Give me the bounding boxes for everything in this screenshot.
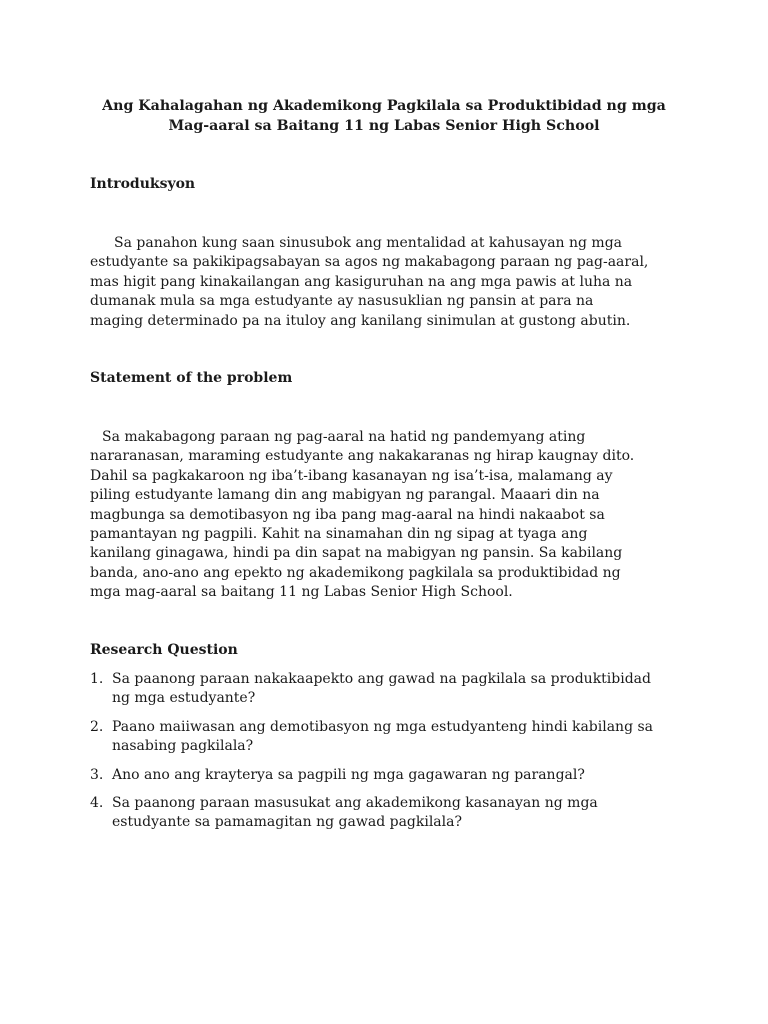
paragraph-line: Sa makabagong paraan ng pag-aaral na hatid ng pandemyang ating <box>102 429 586 445</box>
list-item-number: 2. <box>90 718 104 735</box>
paragraph-line: banda, ano-ano ang epekto ng akademikong pagkilala sa produktibidad ng <box>90 564 621 581</box>
title-line: Mag-aaral sa Baitang 11 ng Labas Senior High School <box>168 118 600 134</box>
document-title <box>60 96 708 136</box>
introduksyon-paragraph <box>90 234 648 331</box>
list-item <box>90 718 690 757</box>
list-item <box>90 766 690 785</box>
paragraph-line: maging determinado pa na ituloy ang kanilang sinimulan at gustong abutin. <box>90 312 631 329</box>
paragraph-line: Sa panahon kung saan sinusubok ang mentalidad at kahusayan ng mga <box>114 235 623 251</box>
list-item-number: 4. <box>90 795 104 812</box>
paragraph-line: magbunga sa demotibasyon ng iba pang mag-aaral na hindi nakaabot sa <box>90 506 605 523</box>
question-line: ng mga estudyante? <box>112 690 256 707</box>
title-line: Ang Kahalagahan ng Akademikong Pagkilala sa Produktibidad ng mga <box>102 98 666 114</box>
question-line: Sa paanong paraan nakakaapekto ang gawad na pagkilala sa produktibidad <box>112 671 651 687</box>
research-question-list <box>90 670 690 842</box>
paragraph-line: piling estudyante lamang din ang mabigyan ng parangal. Maaari din na <box>90 487 600 504</box>
paragraph-line: mas higit pang kinakailangan ang kasiguruhan na ang mga pawis at luha na <box>90 273 633 290</box>
list-item <box>90 670 690 709</box>
paragraph-line: estudyante sa pakikipagsabayan sa agos ng makabagong paraan ng pag-aaral, <box>90 254 649 271</box>
paragraph-line: pamantayan ng pagpili. Kahit na sinamahan din ng sipag at tyaga ang <box>90 526 588 543</box>
list-item <box>90 794 690 833</box>
paragraph-line: kanilang ginagawa, hindi pa din sapat na mabigyan ng pansin. Sa kabilang <box>90 545 623 562</box>
list-item-number: 1. <box>90 671 104 687</box>
statement-heading: Statement of the problem <box>90 370 293 386</box>
research-question-heading: Research Question <box>90 642 238 658</box>
list-item-number: 3. <box>90 766 104 783</box>
statement-paragraph <box>90 428 634 603</box>
paragraph-line: Dahil sa pagkakaroon ng iba’t-ibang kasanayan ng isa’t-isa, malamang ay <box>90 467 613 484</box>
question-line: Ano ano ang krayterya sa pagpili ng mga gagawaran ng parangal? <box>112 766 585 783</box>
question-line: estudyante sa pamamagitan ng gawad pagkilala? <box>112 814 462 831</box>
introduksyon-heading: Introduksyon <box>90 176 196 192</box>
question-line: Sa paanong paraan masusukat ang akademikong kasanayan ng mga <box>112 795 598 812</box>
paragraph-line: mga mag-aaral sa baitang 11 ng Labas Senior High School. <box>90 584 513 601</box>
paragraph-line: nararanasan, maraming estudyante ang nakakaranas ng hirap kaugnay dito. <box>90 448 635 465</box>
question-line: Paano maiiwasan ang demotibasyon ng mga estudyanteng hindi kabilang sa <box>112 718 654 735</box>
paragraph-line: dumanak mula sa mga estudyante ay nasusuklian ng pansin at para na <box>90 293 594 310</box>
question-line: nasabing pagkilala? <box>112 738 254 755</box>
